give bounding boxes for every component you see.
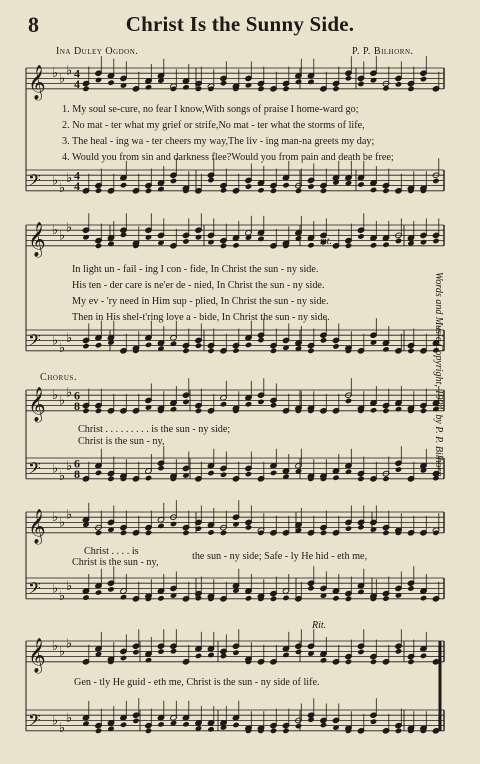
notehead [345,75,352,81]
notehead [270,470,277,476]
flat-sign: ♭ [52,388,59,404]
notehead [207,470,214,476]
notehead [107,476,114,482]
flat-sign: ♭ [59,721,66,737]
notehead [207,652,214,658]
notehead [382,408,389,414]
time-signature: 4 [74,76,80,91]
flat-sign: ♭ [66,170,73,186]
chorus-s4-soprano-lyric: Christ . . . . is [84,546,139,557]
notehead [382,595,389,601]
notehead [345,596,352,602]
notehead [145,84,152,90]
notehead [182,84,189,90]
notehead [145,530,152,536]
notehead [332,474,339,480]
chorus-s4-rest-lyric: the sun - ny side; Safe - ly He hid - eth me, [192,551,368,562]
time-signature: 8 [74,466,80,481]
notehead [220,187,227,193]
notehead [357,476,364,482]
flat-sign: ♭ [59,644,66,660]
notehead [307,585,314,591]
notehead [420,239,427,245]
verse-3-line-2: My ev - 'ry need in Him sup - plied, In Christ the sun - ny side. [72,296,329,307]
notehead [282,86,289,92]
notehead [157,465,164,471]
notehead [182,238,189,244]
notehead [257,86,264,92]
notehead [145,342,152,348]
notehead [270,596,277,602]
flat-sign: ♭ [59,181,66,197]
notehead [257,187,264,193]
chorus-s4-alto-lyric: Christ is the sun - ny, [72,557,159,568]
notehead [257,337,264,343]
notehead [270,402,277,408]
notehead [357,233,364,239]
notehead [270,728,277,734]
time-signature: 4 [74,66,80,81]
notehead [357,81,364,87]
notehead [420,595,427,601]
notehead [95,187,102,193]
notehead [220,401,227,407]
notehead [370,187,377,193]
notehead [282,652,289,658]
notehead [207,726,214,732]
notehead [170,521,177,527]
treble-clef: 𝄞 [28,64,46,100]
notehead [307,79,314,85]
notehead [82,234,89,240]
notehead [382,476,389,482]
bass-clef: 𝄢 [28,457,41,482]
flat-sign: ♭ [66,458,73,474]
notehead [245,183,252,189]
flat-sign: ♭ [59,393,66,409]
notehead [270,188,277,194]
verse-4-line-2: Then in His shel-t'ring love a - bide, In Christ the sun - ny side. [72,312,330,323]
notehead [395,81,402,87]
chorus-s3-alto-lyric: Christ is the sun - ny, [78,436,165,447]
notehead [132,649,139,655]
treble-clef: 𝄞 [28,221,46,257]
notehead [307,348,314,354]
notehead [307,242,314,248]
notehead [95,342,102,348]
flat-sign: ♭ [52,461,59,477]
notehead [407,86,414,92]
notehead [232,242,239,248]
notehead [282,595,289,601]
notehead [207,529,214,535]
flat-sign: ♭ [66,220,73,236]
notehead [332,595,339,601]
notehead [95,530,102,536]
flat-sign: ♭ [52,713,59,729]
notehead [120,82,127,88]
notehead [257,236,264,242]
notehead [432,238,439,244]
notehead [332,86,339,92]
notehead [232,722,239,728]
notehead [282,182,289,188]
chorus-s5-lyric: Gen - tly He guid - eth me, Christ is the sun - ny side of life. [74,677,320,688]
bass-clef: 𝄢 [28,329,41,354]
notehead [270,348,277,354]
notehead [195,653,202,659]
notehead [157,721,164,727]
notehead [245,342,252,348]
notehead [245,595,252,601]
notehead [220,472,227,478]
verse-1-line-2: In light un - fail - ing I con - fide, In Christ the sun - ny side. [72,264,319,275]
notehead [232,649,239,655]
notehead [170,648,177,654]
time-signature: 8 [74,398,80,413]
notehead [370,77,377,83]
notehead [357,524,364,530]
treble-clef: 𝄞 [28,508,46,544]
notehead [207,348,214,354]
flat-sign: ♭ [66,636,73,652]
notehead [320,188,327,194]
notehead [420,408,427,414]
notehead [345,242,352,248]
notehead [157,595,164,601]
notehead [195,342,202,348]
notehead [370,659,377,665]
notehead [245,471,252,477]
notehead [95,243,102,249]
notehead [157,186,164,192]
notehead [307,183,314,189]
verse-1-line-1: 1. My soul se-cure, no fear I know,With songs of praise I home-ward go; [62,104,359,115]
notehead [382,530,389,536]
flat-sign: ♭ [59,515,66,531]
notehead [157,523,164,529]
flat-sign: ♭ [59,469,66,485]
time-signature: 6 [74,388,80,403]
notehead [220,243,227,249]
verse-4-line-1: 4. Would you from sin and darkness flee?Would you from pain and death be free; [62,152,394,163]
notehead [395,648,402,654]
verse-3-line-1: 3. The heal - ing wa - ter cheers my way,The liv - ing man-na greets my day; [62,136,375,147]
notehead [432,178,439,184]
verse-2-line-1: 2. No mat - ter what my grief or strife,No mat - ter what the storms of life, [62,120,365,131]
notehead [82,343,89,349]
notehead [320,337,327,343]
notehead [120,182,127,188]
notehead [407,348,414,354]
notehead [145,475,152,481]
flat-sign: ♭ [66,63,73,79]
time-signature: 4 [74,168,80,183]
flat-sign: ♭ [52,333,59,349]
notehead [420,653,427,659]
notehead [407,585,414,591]
notehead [282,728,289,734]
notehead [382,188,389,194]
bass-clef: 𝄢 [28,709,41,734]
flat-sign: ♭ [66,507,73,523]
notehead [357,649,364,655]
notehead [420,76,427,82]
author-credit: Ina Duley Ogdon. [56,46,139,57]
treble-clef: 𝄞 [28,386,46,422]
flat-sign: ♭ [59,228,66,244]
flat-sign: ♭ [52,223,59,239]
notehead [95,77,102,83]
notehead [382,346,389,352]
notehead [382,241,389,247]
notehead [220,530,227,536]
notehead [107,586,114,592]
notehead [220,80,227,86]
notehead [357,589,364,595]
notehead [82,408,89,414]
notehead [395,466,402,472]
flat-sign: ♭ [66,330,73,346]
notehead [95,470,102,476]
notehead [395,406,402,412]
notehead [395,238,402,244]
notehead [157,648,164,654]
notehead [320,530,327,536]
notehead [295,649,302,655]
time-signature: 6 [74,456,80,471]
notehead [245,401,252,407]
flat-sign: ♭ [59,71,66,87]
notehead [145,188,152,194]
notehead [95,589,102,595]
notehead [345,659,352,665]
notehead [345,525,352,531]
flat-sign: ♭ [59,589,66,605]
notehead [370,242,377,248]
verse-2-line-2: His ten - der care is ne'er de - nied, In Christ the sun - ny side. [72,280,325,291]
notehead [345,398,352,404]
hymn-title: Christ Is the Sunny Side. [125,12,355,36]
notehead [170,178,177,184]
notehead [257,399,264,405]
flat-sign: ♭ [66,385,73,401]
notehead [182,399,189,405]
notehead [295,188,302,194]
composer-credit: P. P. Bilhorn. [352,46,414,57]
hymn-number: 8 [28,12,39,37]
notehead [395,592,402,598]
bass-clef: 𝄢 [28,169,41,194]
flat-sign: ♭ [52,66,59,82]
time-signature: 4 [74,178,80,193]
notehead [207,177,214,183]
chorus-label: Chorus. [40,372,78,383]
notehead [82,86,89,92]
rit-mark-1: rit. [320,236,332,247]
notehead [370,718,377,724]
notehead [82,594,89,600]
rit-mark-2: Rit. [312,620,327,631]
flat-sign: ♭ [52,581,59,597]
notehead [120,722,127,728]
notehead [295,79,302,85]
notehead [132,718,139,724]
bass-clef: 𝄢 [28,577,41,602]
copyright-notice: Words and Music Copyright, 1904, by P. P. Bilhorn. [433,272,444,479]
treble-clef: 𝄞 [28,637,46,673]
notehead [395,728,402,734]
notehead [245,524,252,530]
notehead [170,406,177,412]
notehead [145,728,152,734]
notehead [295,723,302,729]
notehead [382,85,389,91]
notehead [195,408,202,414]
notehead [195,234,202,240]
flat-sign: ♭ [66,578,73,594]
notehead [245,82,252,88]
notehead [95,728,102,734]
notehead [120,655,127,661]
notehead [145,657,152,663]
notehead [207,239,214,245]
notehead [120,594,127,600]
notehead [320,657,327,663]
flat-sign: ♭ [52,173,59,189]
notehead [332,343,339,349]
notehead [232,347,239,353]
flat-sign: ♭ [66,710,73,726]
notehead [407,659,414,665]
flat-sign: ♭ [52,510,59,526]
notehead [182,348,189,354]
notehead [95,408,102,414]
notehead [107,79,114,85]
notehead [370,407,377,413]
chorus-s3-soprano-lyric: Christ . . . . . . . . . is the sun - ny side; [78,424,231,435]
notehead [182,530,189,536]
flat-sign: ♭ [52,639,59,655]
notehead [357,181,364,187]
notehead [120,530,127,536]
notehead [182,721,189,727]
flat-sign: ♭ [59,341,66,357]
